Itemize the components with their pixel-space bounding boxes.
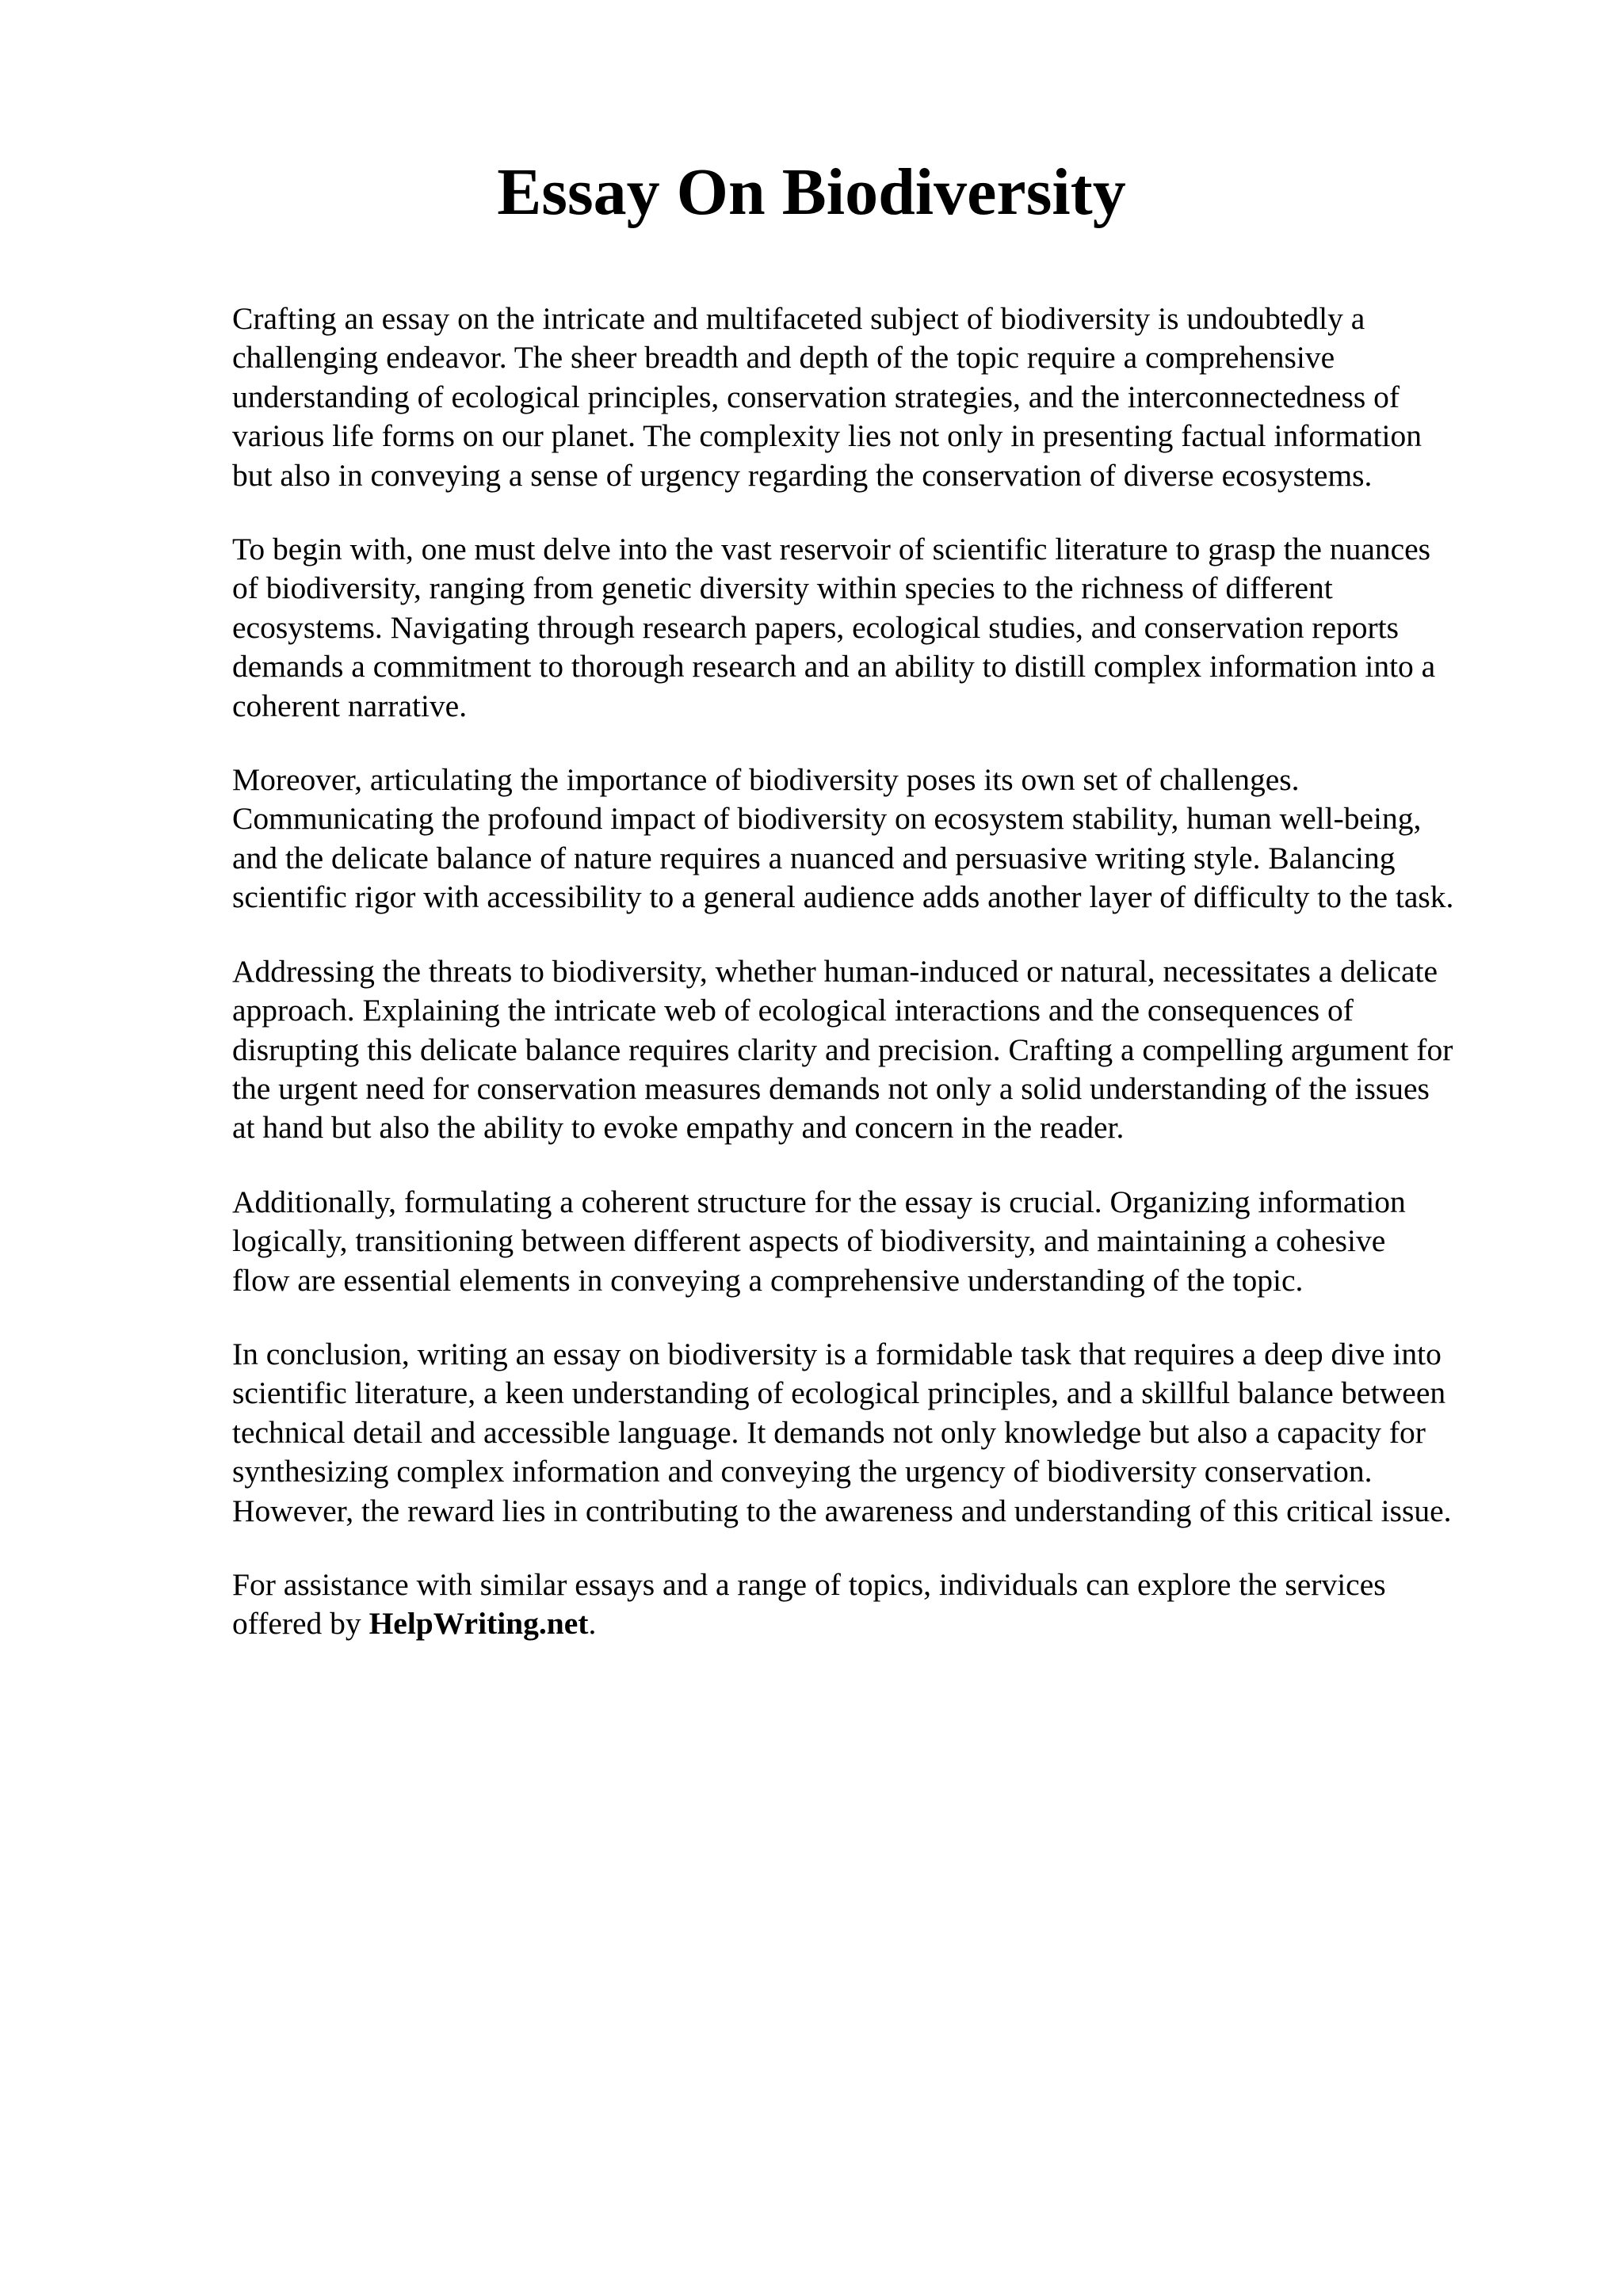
paragraph-5: Additionally, formulating a coherent structure for the essay is crucial. Organizing information logically, transitioning between different aspects of biodiversity, and maintaining a cohesive flow are essential elements in conveying a comprehensive understanding of the topic. <box>232 1184 1406 1298</box>
paragraph-3: Moreover, articulating the importance of biodiversity poses its own set of challenges. Communicating the profound impact of biodiversity on ecosystem stability, human well-being, and the delicate balance of nature requires a nuanced and persuasive writing style. Balancing scientific rigor with accessibility to a general audience adds another layer of difficulty to the task. <box>232 762 1454 915</box>
closing-text: For assistance with similar essays and a range of topics, individuals can explore the services offered by <box>232 1566 1386 1642</box>
paragraph-2: To begin with, one must delve into the vast reservoir of scientific literature to grasp the nuances of biodiversity, ranging from genetic diversity within species to the richness of different ecosystems. Navigating through research papers, ecological studies, and conservation reports demands a commitment to thorough research and an ability to distill complex information into a coherent narrative. <box>232 532 1436 723</box>
essay-body <box>232 299 1532 1679</box>
page-title: Essay On Biodiversity <box>497 155 1126 229</box>
paragraph-4: Addressing the threats to biodiversity, whether human-induced or natural, necessitates a delicate approach. Explaining the intricate web of ecological interactions and the consequences of disrupting this delicate balance requires clarity and precision. Crafting a compelling argument for the urgent need for conservation measures demands not only a solid understanding of the issues at hand but also the ability to evoke empathy and concern in the reader. <box>232 953 1453 1146</box>
closing-period: . <box>588 1606 597 1642</box>
brand-link[interactable]: HelpWriting.net <box>369 1606 589 1642</box>
closing-paragraph <box>232 1566 1532 1644</box>
paragraph-1: Crafting an essay on the intricate and multifaceted subject of biodiversity is undoubtedly a challenging endeavor. The sheer breadth and depth of the topic require a comprehensive understanding of ecological principles, conservation strategies, and the interconnectedness of various life forms on our planet. The complexity lies not only in presenting factual information but also in conveying a sense of urgency regarding the conservation of diverse ecosystems. <box>232 301 1423 493</box>
paragraph-6: In conclusion, writing an essay on biodiversity is a formidable task that requires a deep dive into scientific literature, a keen understanding of ecological principles, and a skillful balance between technical detail and accessible language. It demands not only knowledge but also a capacity for synthesizing complex information and conveying the urgency of biodiversity conservation. However, the reward lies in contributing to the awareness and understanding of this critical issue. <box>232 1336 1452 1528</box>
